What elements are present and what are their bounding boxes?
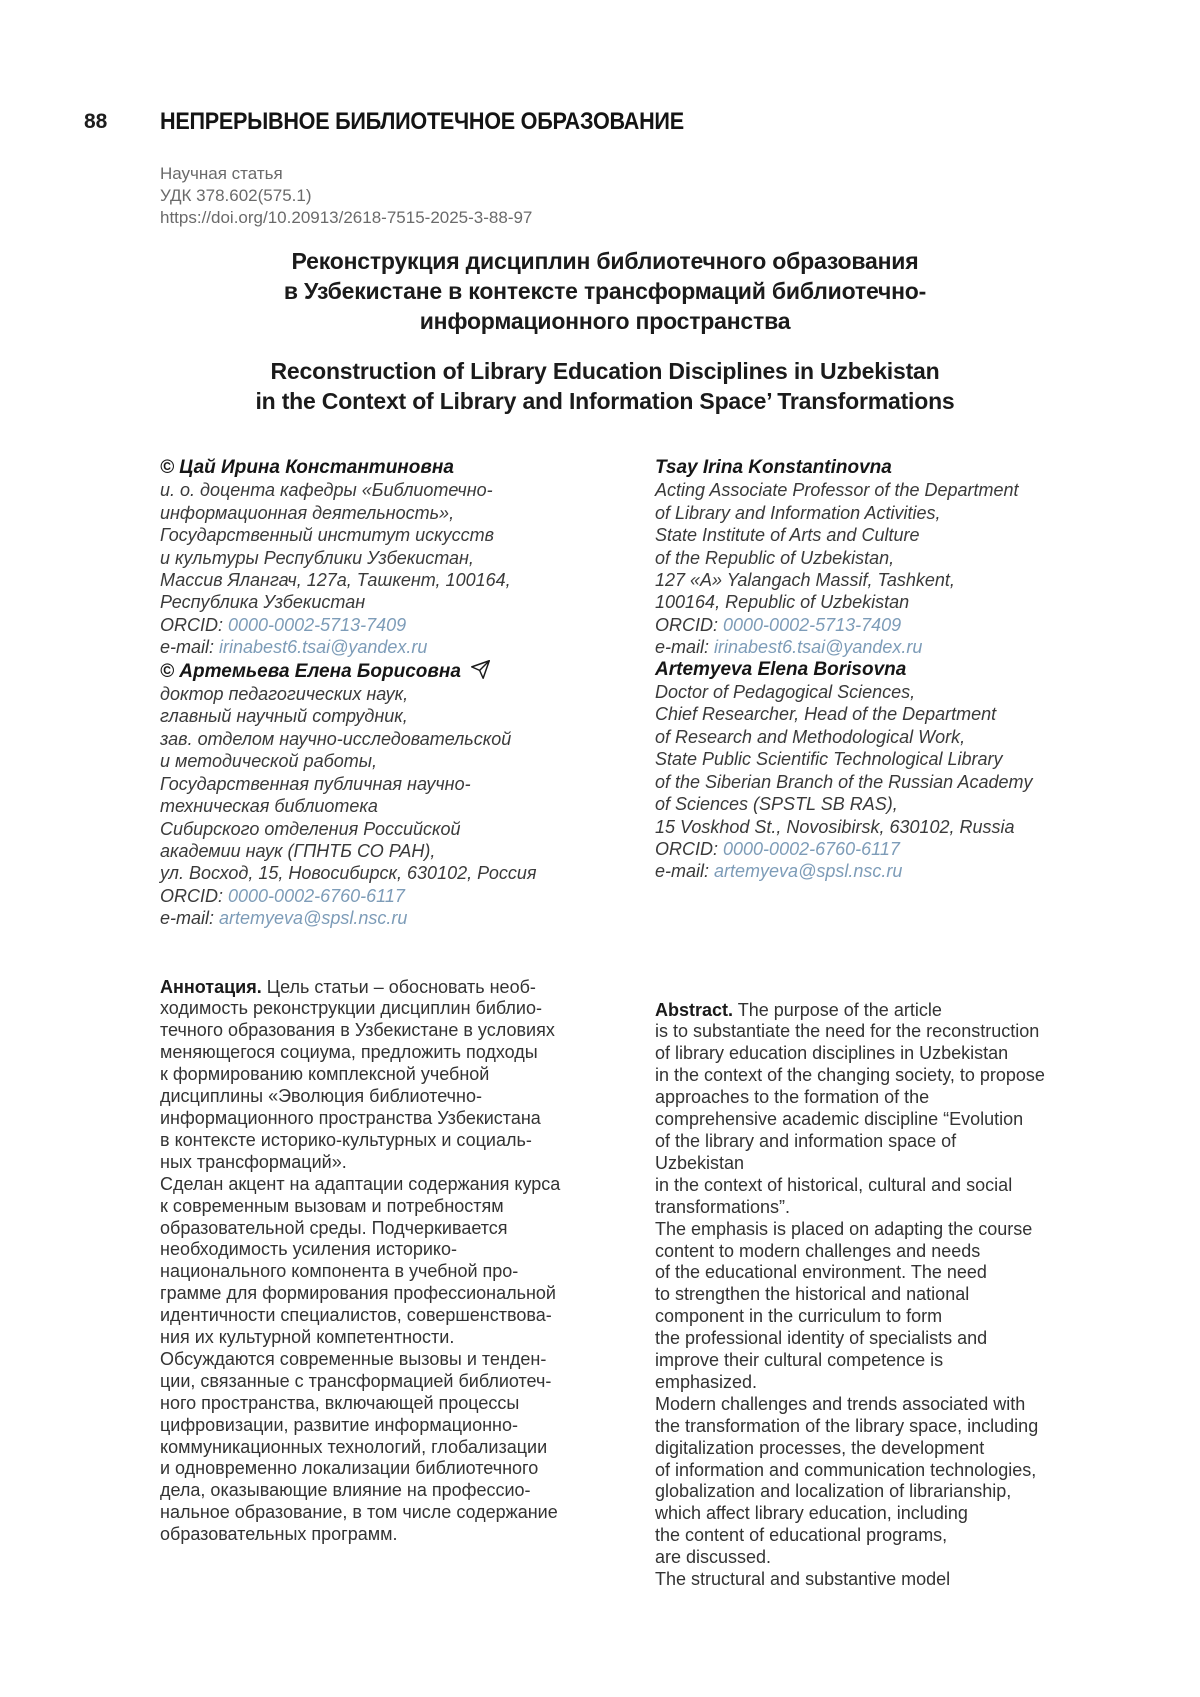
abstract-section bbox=[160, 977, 1050, 1591]
email-link[interactable]: irinabest6.tsai@yandex.ru bbox=[714, 637, 923, 658]
author-affiliation: и. о. доцента кафедры «Библиотечно- информационная деятельность», Государственный институт искусств и культуры Республики Узбекистан, Массив Ялангач, 127а, Ташкент, 100164, Республика Узбекистан bbox=[160, 480, 511, 613]
orcid-label: ORCID: bbox=[655, 838, 718, 859]
email-link[interactable]: artemyeva@spsl.nsc.ru bbox=[219, 908, 408, 929]
orcid-label: ORCID: bbox=[655, 614, 718, 635]
orcid-line bbox=[655, 838, 1050, 860]
page-header bbox=[84, 108, 1050, 136]
orcid-label: ORCID: bbox=[160, 614, 223, 635]
author-name: Artemyeva Elena Borisovna bbox=[655, 658, 907, 680]
email-line bbox=[655, 636, 1050, 658]
doi-link[interactable]: https://doi.org/10.20913/2618-7515-2025-3-88-97 bbox=[160, 208, 533, 227]
orcid-link[interactable]: 0000-0002-5713-7409 bbox=[228, 614, 407, 635]
udc-code: УДК 378.602(575.1) bbox=[160, 186, 312, 205]
abstract-english bbox=[655, 977, 1050, 1591]
section-header: НЕПРЕРЫВНОЕ БИБЛИОТЕЧНОЕ ОБРАЗОВАНИЕ bbox=[160, 108, 684, 135]
author-affiliation: Acting Associate Professor of the Department of Library and Information Activities, State Institute of Arts and Culture of the Republic of Uzbekistan, 127 «A» Yalangach Massif, Tashkent, 100164, Republic of Uzbekistan bbox=[655, 480, 1019, 613]
email-line bbox=[160, 636, 612, 658]
abstract-first-line-ru: Цель статьи – обосновать необ- bbox=[266, 976, 536, 997]
abstract-body-ru: ходимость реконструкции дисциплин библио- течного образования в Узбекистане в условиях меняющегося социума, предложить подходы к формированию комплексной учебной дисциплины «Эволюция библиотечно- информационного пространства Узбекистана в контексте историко-культурных и социаль- ных трансформаций». Сделан акцент на адаптации содержания курса к современным вызовам и потребностям образовательной среды. Подчеркивается необходимость усиления историко- национального компонента в учебной про- грамме для формирования профессиональной идентичности специалистов, совершенствова- ния их культурной компетентности. Обсуждаются современные вызовы и тенден- ции, связанные с трансформацией библиотеч- ного пространства, включающей процессы цифровизации, развитие информационно- коммуникационных технологий, глобализации и одновременно локализации библиотечного дела, оказывающие влияние на профессио- нальное образование, в том числе содержание образовательных программ. bbox=[160, 998, 561, 1545]
orcid-line bbox=[160, 885, 612, 907]
abstract-first-line-en: The purpose of the article bbox=[737, 999, 942, 1020]
abstract-body-en: is to substantiate the need for the reconstruction of library education disciplines in Uzbekistan in the context of the changing society, to propose approaches to the formation of the comprehensive academic discipline “Evolution of the library and information space of Uzbekistan in the context of historical, cultural and social transformations”. The emphasis is placed on adapting the course content to modern challenges and needs of the educational environment. The need to strengthen the historical and national component in the curriculum to form the professional identity of specialists and improve their cultural competence is emphasized. Modern challenges and trends associated with the transformation of the library space, including digitalization processes, the development of information and communication technologies, globalization and localization of librarianship, which affect library education, including the content of educational programs, are discussed. The structural and substantive model bbox=[655, 1021, 1045, 1590]
article-type-label: Научная статья bbox=[160, 164, 283, 183]
email-line bbox=[655, 860, 1050, 882]
author-name: Tsay Irina Konstantinovna bbox=[655, 457, 892, 478]
title-english: Reconstruction of Library Education Disciplines in Uzbekistan in the Context of Library and Information Space’ Transformations bbox=[255, 358, 955, 414]
author-block-en-1 bbox=[655, 457, 1050, 659]
page-number: 88 bbox=[84, 110, 108, 133]
abstract-label-en: Abstract. bbox=[655, 999, 734, 1020]
author-name: © Цай Ирина Константиновна bbox=[160, 457, 454, 478]
author-name: © Артемьева Елена Борисовна bbox=[160, 659, 612, 683]
email-line bbox=[160, 907, 612, 929]
orcid-link[interactable]: 0000-0002-5713-7409 bbox=[723, 614, 902, 635]
author-affiliation: доктор педагогических наук, главный научный сотрудник, зав. отделом научно-исследовательской и методической работы, Государственная публичная научно- техническая библиотека Сибирского отделения Российской академии наук (ГПНТБ СО РАН), ул. Восход, 15, Новосибирск, 630102, Россия bbox=[160, 684, 537, 884]
email-label: e-mail: bbox=[160, 637, 215, 658]
email-label: e-mail: bbox=[655, 861, 710, 882]
author-block-ru-2 bbox=[160, 659, 612, 930]
email-link[interactable]: artemyeva@spsl.nsc.ru bbox=[714, 861, 903, 882]
authors-section bbox=[160, 457, 1050, 930]
abstract-russian bbox=[160, 977, 612, 1591]
paper-plane-icon bbox=[470, 659, 491, 680]
email-label: e-mail: bbox=[655, 637, 710, 658]
orcid-label: ORCID: bbox=[160, 885, 223, 906]
email-link[interactable]: irinabest6.tsai@yandex.ru bbox=[219, 637, 428, 658]
authors-russian-column bbox=[160, 457, 612, 930]
email-label: e-mail: bbox=[160, 908, 215, 929]
author-affiliation: Doctor of Pedagogical Sciences, Chief Researcher, Head of the Department of Research and Methodological Work, State Public Scientific Technological Library of the Siberian Branch of the Russian Academy of Sciences (SPSTL SB RAS), 15 Voskhod St., Novosibirsk, 630102, Russia bbox=[655, 682, 1033, 837]
title-russian: Реконструкция дисциплин библиотечного образования в Узбекистане в контексте трансформаций библиотечно- информационного пространства bbox=[283, 248, 927, 334]
author-block-ru-1 bbox=[160, 457, 612, 659]
orcid-link[interactable]: 0000-0002-6760-6117 bbox=[228, 885, 405, 906]
orcid-line bbox=[160, 614, 612, 636]
abstract-label-ru: Аннотация. bbox=[160, 976, 262, 997]
orcid-line bbox=[655, 614, 1050, 636]
orcid-link[interactable]: 0000-0002-6760-6117 bbox=[723, 838, 900, 859]
authors-english-column bbox=[655, 457, 1050, 930]
article-meta bbox=[160, 163, 1050, 229]
author-block-en-2 bbox=[655, 659, 1050, 883]
